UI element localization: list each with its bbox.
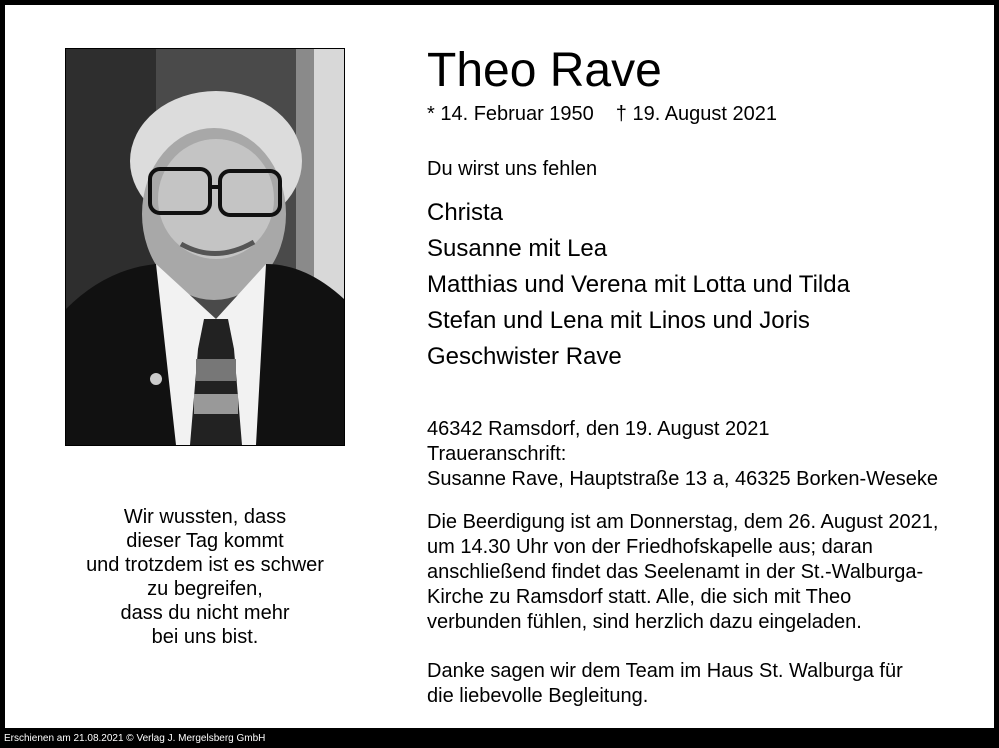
family-member: Christa: [427, 199, 504, 226]
funeral-line: anschließend findet das Seelenamt in der St.-Walburga-: [427, 561, 924, 583]
thanks-text: [427, 659, 982, 709]
birth-date: * 14. Februar 1950: [427, 103, 594, 125]
family-member: Matthias und Verena mit Lotta und Tilda: [427, 271, 850, 298]
family-member: Susanne mit Lea: [427, 235, 608, 262]
funeral-line: Kirche zu Ramsdorf statt. Alle, die sich mit Theo: [427, 586, 852, 608]
funeral-line: um 14.30 Uhr von der Friedhofskapelle aus; daran: [427, 536, 873, 558]
thanks-line: Danke sagen wir dem Team im Haus St. Walburga für: [427, 660, 903, 682]
intro-text: Du wirst uns fehlen: [427, 158, 598, 180]
address-label: Traueranschrift:: [427, 443, 567, 465]
publication-footer: Erschienen am 21.08.2021 © Verlag J. Mergelsberg GmbH: [4, 733, 266, 744]
funeral-line: verbunden fühlen, sind herzlich dazu eingeladen.: [427, 611, 862, 633]
obituary-notice: [5, 5, 994, 728]
poem-line: und trotzdem ist es schwer: [86, 554, 324, 576]
poem-line: zu begreifen,: [147, 578, 263, 600]
deceased-name: Theo Rave: [427, 44, 662, 97]
poem-line: dieser Tag kommt: [126, 530, 284, 552]
thanks-line: die liebevolle Begleitung.: [427, 685, 649, 707]
funeral-info: [427, 510, 982, 635]
place-date: 46342 Ramsdorf, den 19. August 2021: [427, 418, 770, 440]
portrait-photo-image: [66, 49, 344, 445]
funeral-line: Die Beerdigung ist am Donnerstag, dem 26. August 2021,: [427, 511, 939, 533]
family-member: Stefan und Lena mit Linos und Joris: [427, 307, 810, 334]
family-member: Geschwister Rave: [427, 343, 622, 370]
poem: [55, 505, 355, 649]
place-and-address: [427, 417, 938, 492]
life-dates: [427, 101, 777, 127]
poem-line: bei uns bist.: [151, 626, 259, 648]
death-date: † 19. August 2021: [615, 103, 778, 125]
poem-line: Wir wussten, dass: [123, 506, 287, 528]
family-list: [427, 195, 850, 375]
poem-line: dass du nicht mehr: [120, 602, 290, 624]
mourning-address: Susanne Rave, Hauptstraße 13 a, 46325 Borken-Weseke: [427, 468, 939, 490]
portrait-photo: [65, 48, 345, 446]
